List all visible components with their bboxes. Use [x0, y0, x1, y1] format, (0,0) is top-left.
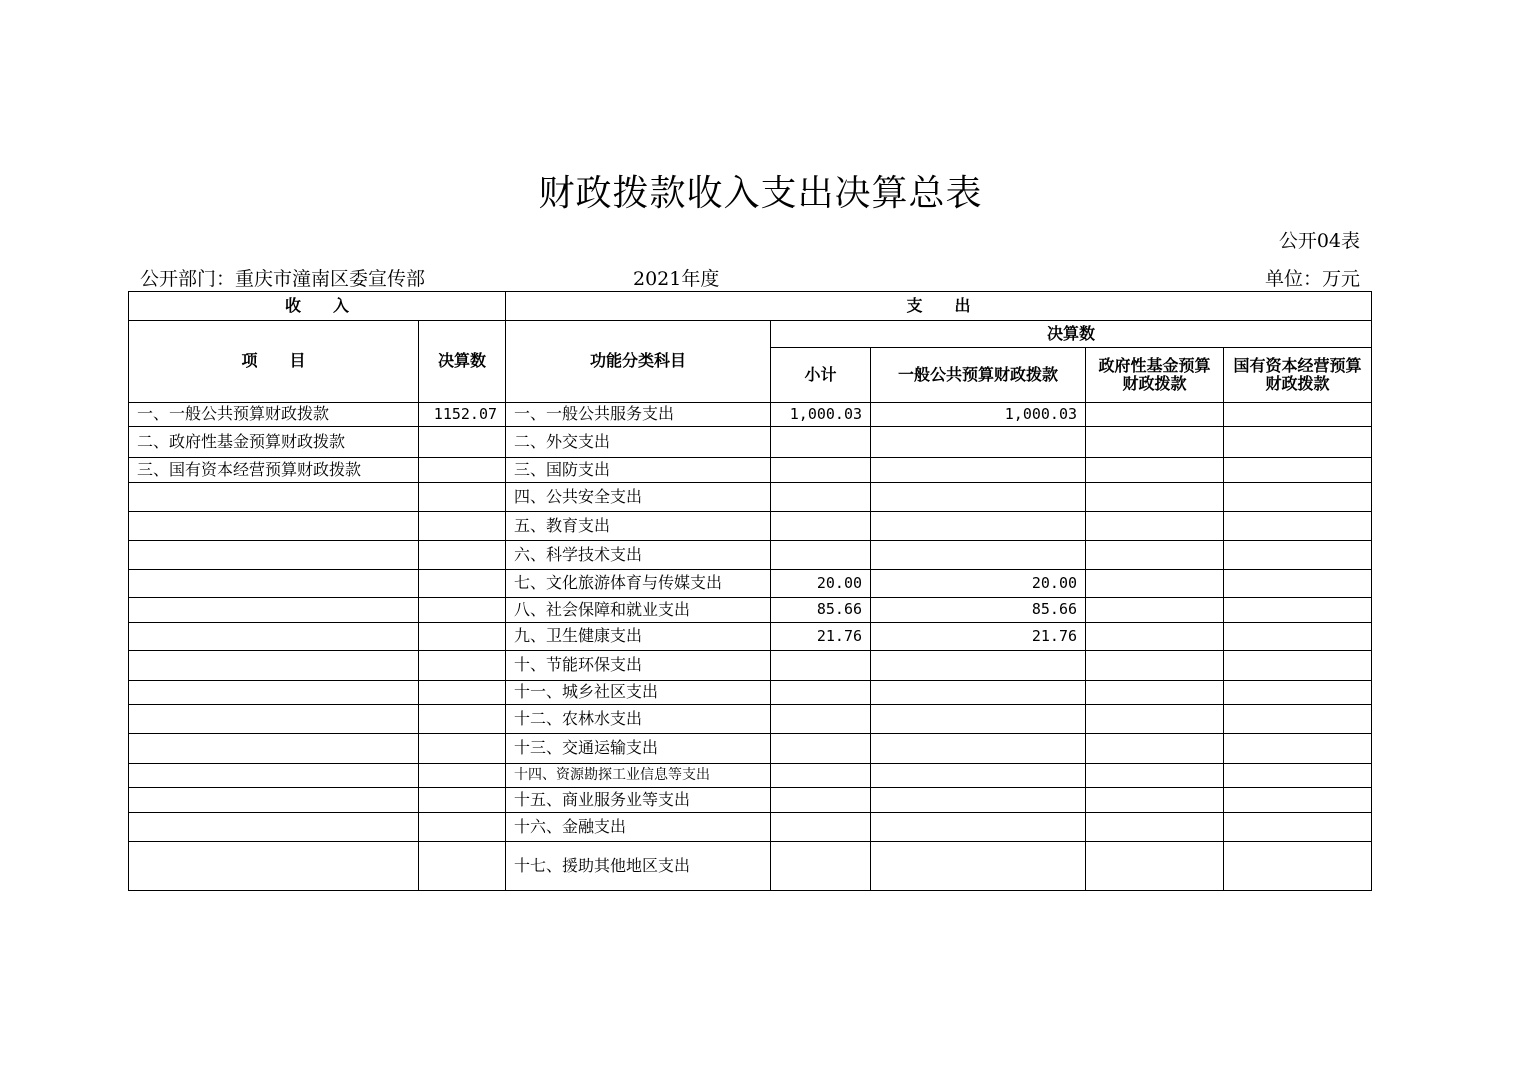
expense-item-cell: 二、外交支出 [506, 427, 771, 458]
state-capital-cell [1224, 651, 1372, 681]
form-number: 公开04表 [1278, 230, 1360, 252]
income-item-cell [129, 705, 419, 734]
gov-fund-cell [1086, 403, 1224, 427]
table-row [129, 403, 1372, 427]
subtotal-cell [771, 458, 871, 483]
expense-item-cell: 九、卫生健康支出 [506, 623, 771, 651]
unit-label: 单位：万元 [1264, 268, 1360, 290]
gov-fund-cell [1086, 541, 1224, 570]
income-item-cell [129, 570, 419, 598]
state-capital-cell [1224, 512, 1372, 541]
state-capital-cell [1224, 427, 1372, 458]
gov-fund-cell [1086, 842, 1224, 891]
state-capital-cell [1224, 842, 1372, 891]
gov-fund-cell [1086, 764, 1224, 788]
income-amount-cell [419, 813, 506, 842]
expense-item-cell: 十五、商业服务业等支出 [506, 788, 771, 813]
expense-item-cell: 十、节能环保支出 [506, 651, 771, 681]
general-budget-cell: 20.00 [871, 570, 1086, 598]
income-item-cell [129, 651, 419, 681]
gov-fund-cell [1086, 623, 1224, 651]
state-capital-cell [1224, 681, 1372, 705]
gov-fund-cell [1086, 788, 1224, 813]
gov-fund-cell [1086, 483, 1224, 512]
expense-item-cell: 十六、金融支出 [506, 813, 771, 842]
gov-fund-cell [1086, 681, 1224, 705]
income-amount-cell [419, 458, 506, 483]
income-item-cell [129, 681, 419, 705]
table-row [129, 681, 1372, 705]
income-amount-cell [419, 681, 506, 705]
gov-fund-cell [1086, 813, 1224, 842]
general-budget-cell: 85.66 [871, 598, 1086, 623]
income-item-cell: 二、政府性基金预算财政拨款 [129, 427, 419, 458]
income-amount-cell [419, 705, 506, 734]
state-capital-cell [1224, 458, 1372, 483]
expense-item-cell: 十七、援助其他地区支出 [506, 842, 771, 891]
gov-fund-cell [1086, 512, 1224, 541]
gov-fund-cell [1086, 570, 1224, 598]
income-item-cell [129, 813, 419, 842]
state-capital-cell [1224, 403, 1372, 427]
income-item-cell [129, 623, 419, 651]
general-budget-cell [871, 813, 1086, 842]
subtotal-cell: 1,000.03 [771, 403, 871, 427]
expense-item-cell: 十一、城乡社区支出 [506, 681, 771, 705]
income-item-cell [129, 734, 419, 764]
gov-fund-cell [1086, 598, 1224, 623]
income-amount-cell [419, 541, 506, 570]
general-budget-header: 一般公共预算财政拨款 [871, 348, 1086, 403]
subtotal-cell: 21.76 [771, 623, 871, 651]
general-budget-cell [871, 483, 1086, 512]
income-amount-cell [419, 623, 506, 651]
general-budget-cell [871, 512, 1086, 541]
table-row [129, 623, 1372, 651]
state-capital-cell [1224, 598, 1372, 623]
income-item-cell [129, 483, 419, 512]
expense-item-cell: 八、社会保障和就业支出 [506, 598, 771, 623]
subtotal-cell [771, 842, 871, 891]
income-amount-cell [419, 734, 506, 764]
income-item-cell [129, 541, 419, 570]
item-header: 项 目 [129, 321, 419, 403]
table-row [129, 705, 1372, 734]
state-capital-cell [1224, 483, 1372, 512]
state-capital-cell [1224, 541, 1372, 570]
income-item-cell [129, 788, 419, 813]
expense-item-cell: 三、国防支出 [506, 458, 771, 483]
income-item-cell [129, 598, 419, 623]
fiscal-year-label: 2021年度 [633, 268, 720, 290]
table-row [129, 842, 1372, 891]
income-amount-cell [419, 764, 506, 788]
gov-fund-cell [1086, 734, 1224, 764]
income-amount-cell [419, 788, 506, 813]
general-budget-cell [871, 705, 1086, 734]
table-row [129, 541, 1372, 570]
state-capital-cell [1224, 734, 1372, 764]
general-budget-cell [871, 681, 1086, 705]
general-budget-cell [871, 651, 1086, 681]
table-row [129, 813, 1372, 842]
subtotal-cell [771, 512, 871, 541]
expense-item-cell: 七、文化旅游体育与传媒支出 [506, 570, 771, 598]
income-item-cell [129, 512, 419, 541]
state-capital-cell [1224, 788, 1372, 813]
subtotal-cell [771, 813, 871, 842]
gov-fund-cell [1086, 427, 1224, 458]
gov-fund-cell [1086, 651, 1224, 681]
subtotal-cell [771, 788, 871, 813]
general-budget-cell [871, 458, 1086, 483]
subtotal-cell [771, 764, 871, 788]
general-budget-cell [871, 427, 1086, 458]
subtotal-cell: 20.00 [771, 570, 871, 598]
subtotal-cell [771, 427, 871, 458]
state-capital-cell [1224, 570, 1372, 598]
income-amount-cell [419, 427, 506, 458]
subtotal-cell [771, 651, 871, 681]
department-label: 公开部门：重庆市潼南区委宣传部 [140, 268, 426, 290]
general-budget-cell: 1,000.03 [871, 403, 1086, 427]
income-item-cell [129, 842, 419, 891]
expense-item-cell: 六、科学技术支出 [506, 541, 771, 570]
func-category-header: 功能分类科目 [506, 321, 771, 403]
gov-fund-cell [1086, 705, 1224, 734]
subtotal-cell [771, 734, 871, 764]
income-item-cell: 三、国有资本经营预算财政拨款 [129, 458, 419, 483]
state-capital-cell [1224, 623, 1372, 651]
table-row [129, 427, 1372, 458]
table-row [129, 598, 1372, 623]
table-row [129, 788, 1372, 813]
table-row [129, 570, 1372, 598]
appropriation-summary-table [128, 291, 1372, 891]
final-amount-header: 决算数 [771, 321, 1372, 348]
income-amount-cell [419, 598, 506, 623]
general-budget-cell [871, 788, 1086, 813]
income-header: 收 入 [129, 292, 506, 321]
income-item-cell [129, 764, 419, 788]
expense-item-cell: 一、一般公共服务支出 [506, 403, 771, 427]
gov-fund-cell [1086, 458, 1224, 483]
table-row [129, 483, 1372, 512]
income-amount-cell: 1152.07 [419, 403, 506, 427]
subtotal-cell [771, 705, 871, 734]
expense-header: 支 出 [506, 292, 1372, 321]
income-amount-cell [419, 570, 506, 598]
income-amount-cell [419, 512, 506, 541]
table-row [129, 458, 1372, 483]
general-budget-cell [871, 541, 1086, 570]
income-amount-cell [419, 483, 506, 512]
subtotal-header: 小计 [771, 348, 871, 403]
state-capital-cell [1224, 705, 1372, 734]
expense-item-cell: 十四、资源勘探工业信息等支出 [506, 764, 771, 788]
expense-item-cell: 十二、农林水支出 [506, 705, 771, 734]
subtotal-cell: 85.66 [771, 598, 871, 623]
amount-header: 决算数 [419, 321, 506, 403]
income-item-cell: 一、一般公共预算财政拨款 [129, 403, 419, 427]
table-row [129, 651, 1372, 681]
general-budget-cell [871, 842, 1086, 891]
table-row [129, 734, 1372, 764]
expense-item-cell: 五、教育支出 [506, 512, 771, 541]
general-budget-cell [871, 734, 1086, 764]
state-capital-header: 国有资本经营预算财政拨款 [1224, 348, 1372, 403]
page-title: 财政拨款收入支出决算总表 [538, 173, 983, 214]
state-capital-cell [1224, 764, 1372, 788]
subtotal-cell [771, 483, 871, 512]
state-capital-cell [1224, 813, 1372, 842]
table-row [129, 512, 1372, 541]
subtotal-cell [771, 541, 871, 570]
expense-item-cell: 十三、交通运输支出 [506, 734, 771, 764]
income-amount-cell [419, 842, 506, 891]
general-budget-cell [871, 764, 1086, 788]
income-amount-cell [419, 651, 506, 681]
expense-item-cell: 四、公共安全支出 [506, 483, 771, 512]
gov-fund-header: 政府性基金预算财政拨款 [1086, 348, 1224, 403]
general-budget-cell: 21.76 [871, 623, 1086, 651]
table-row [129, 764, 1372, 788]
subtotal-cell [771, 681, 871, 705]
